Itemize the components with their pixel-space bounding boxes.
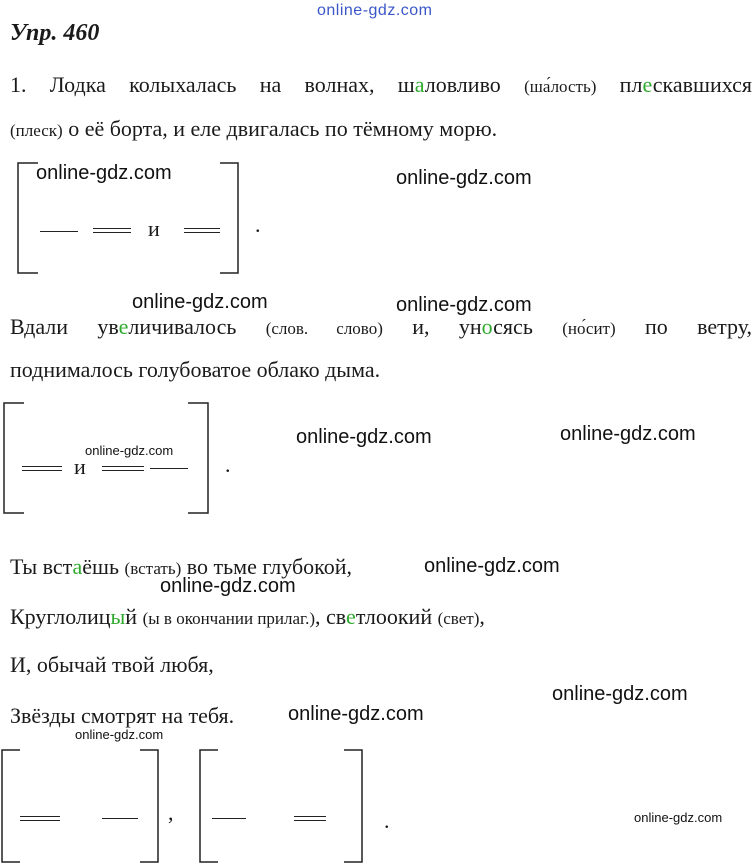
watermark-6: online-gdz.com [296, 426, 432, 448]
scheme-3b-subject-mark [212, 818, 246, 819]
sentence-2-line-2: поднималось голубоватое облако дыма. [10, 357, 381, 382]
watermark-4: online-gdz.com [396, 294, 532, 316]
watermark-7: online-gdz.com [560, 423, 696, 445]
sentence-1-line-1: 1. Лодка колыхалась на волнах, шаловливо (ша ́лость) плескавшихся [10, 72, 752, 98]
scheme-1-subject-mark [40, 231, 78, 232]
watermark-12: online-gdz.com [75, 727, 164, 742]
watermark-9: online-gdz.com [160, 575, 296, 597]
poem-line-2: Круглолицый (ы в окончании прилаг.), светлоокий (свет), [10, 604, 485, 629]
scheme-1-predicate-mark-1 [93, 228, 131, 233]
scheme-3a-predicate-mark [20, 816, 60, 821]
scheme-3a-subject-mark [102, 818, 138, 819]
scheme-3-brackets-left [0, 748, 162, 864]
watermark-top: online-gdz.com [317, 2, 433, 19]
poem-line-1: Ты встаёшь (встать) во тьме глубокой, [10, 554, 352, 579]
watermark-13: online-gdz.com [634, 810, 723, 825]
watermark-10: online-gdz.com [552, 683, 688, 705]
scheme-3-end-dot: . [384, 808, 390, 833]
scheme-2-brackets [2, 401, 212, 515]
watermark-8: online-gdz.com [424, 555, 560, 577]
scheme-1-conjunction: и [148, 216, 160, 241]
watermark-1: online-gdz.com [36, 162, 172, 184]
scheme-2-predicate-mark-1 [22, 466, 62, 471]
scheme-3-comma: , [168, 800, 174, 825]
watermark-2: online-gdz.com [396, 167, 532, 189]
scheme-1-end-dot: . [255, 212, 261, 237]
poem-line-4: Звёзды смотрят на тебя. [10, 703, 235, 728]
watermark-11: online-gdz.com [288, 703, 424, 725]
scheme-3-brackets-right [198, 748, 366, 864]
scheme-2-end-dot: . [225, 452, 231, 477]
watermark-3: online-gdz.com [132, 291, 268, 313]
scheme-1-predicate-mark-2 [184, 228, 220, 233]
sentence-1-line-2: (плеск) о её борта, и еле двигалась по тёмному морю. [10, 116, 498, 141]
poem-line-3: И, обычай твой любя, [10, 652, 214, 677]
exercise-title: Упр. 460 [10, 20, 100, 46]
scheme-3b-predicate-mark [294, 816, 326, 821]
scheme-2-conjunction: и [74, 454, 86, 479]
scheme-2-subject-mark [150, 468, 188, 469]
scheme-2-predicate-mark-2 [102, 466, 144, 471]
watermark-5: online-gdz.com [85, 443, 174, 458]
sentence-2-line-1: Вдали увеличивалось (слов. слово) и, уносясь (но ́сит) по ветру, [10, 314, 752, 340]
